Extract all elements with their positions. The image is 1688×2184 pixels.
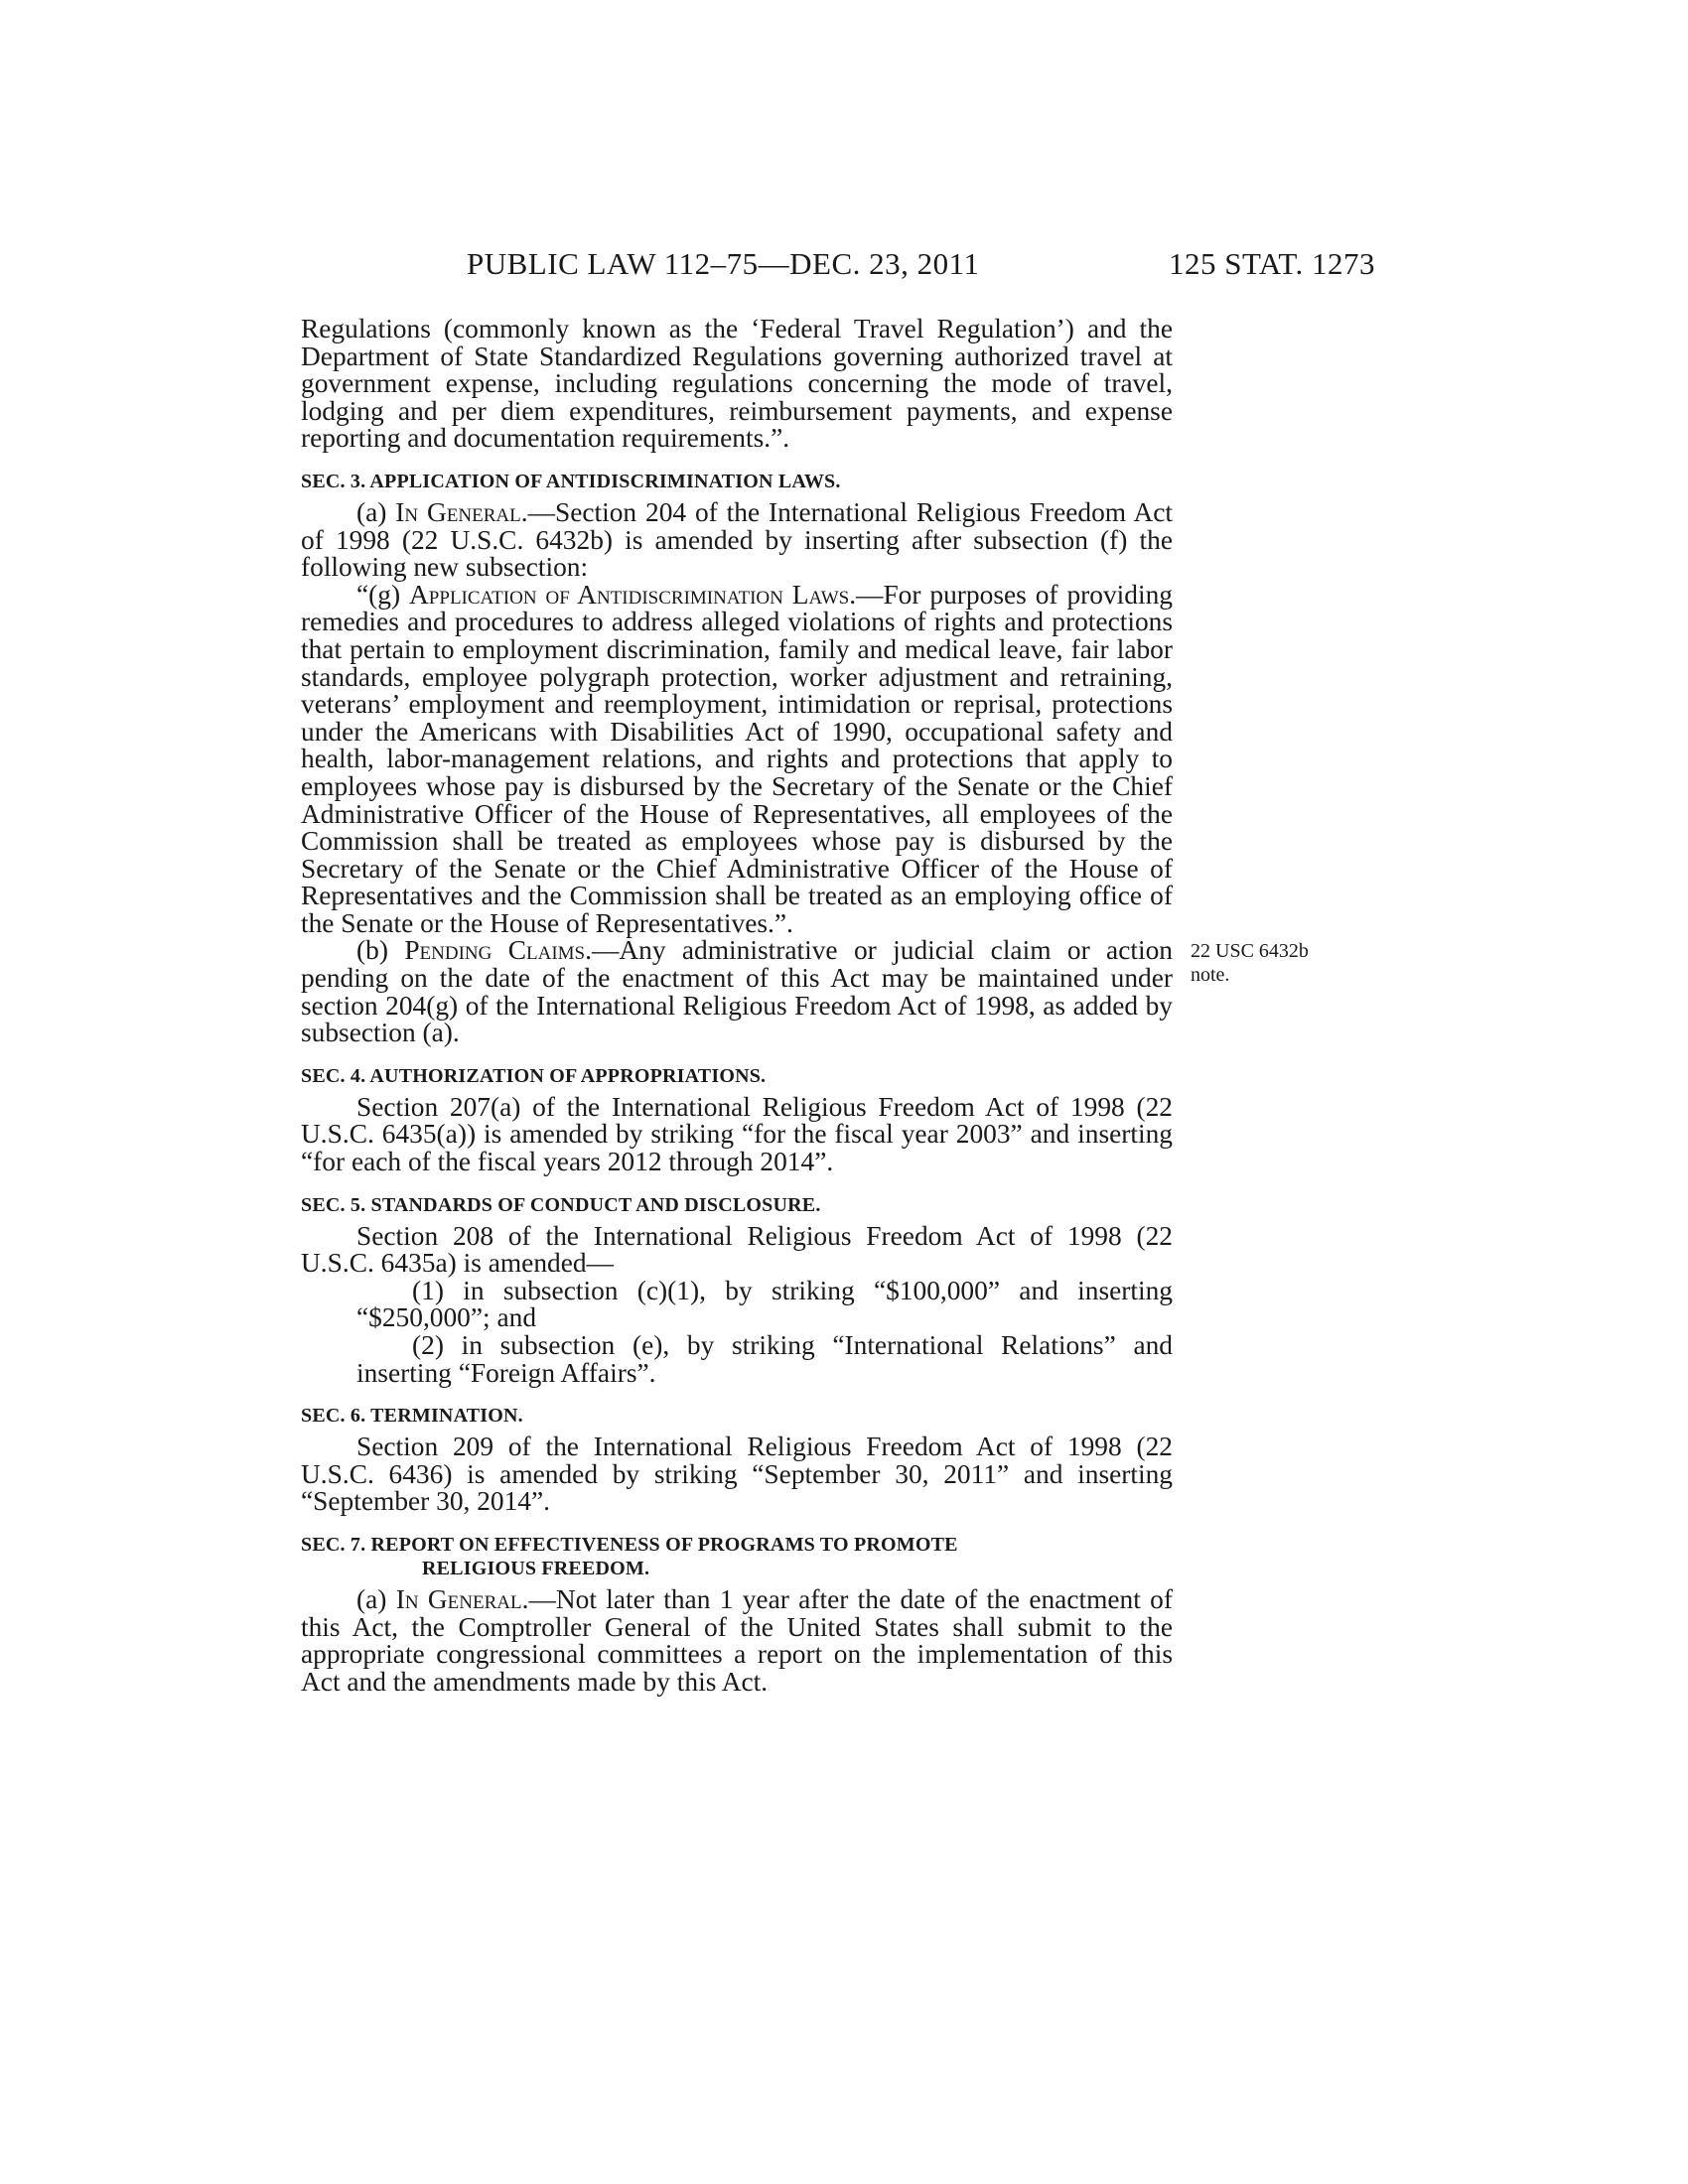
- sec7-heading-line2: RELIGIOUS FREEDOM.: [422, 1557, 650, 1579]
- body-text: [301, 316, 1173, 1696]
- sec3-a-caption: In General.: [395, 496, 528, 527]
- statute-page-number: 125 STAT. 1273: [1168, 246, 1375, 281]
- sec3-heading: SEC. 3. APPLICATION OF ANTIDISCRIMINATION LAWS.: [301, 470, 841, 492]
- sec7-a-text: —Not later than 1 year after the date of the enactment of this Act, the Comptroller General of the United States shall submit to the appropriate congressional committees a report on the implementation of this Act and the amendments made by this Act.: [301, 1583, 1173, 1697]
- sec3-subsection-b: [301, 937, 1173, 1046]
- sec3-subsection-a: [301, 496, 1173, 583]
- running-head: [467, 246, 1375, 286]
- sec7-heading-line1: SEC. 7. REPORT ON EFFECTIVENESS OF PROGRAMS TO PROMOTE: [301, 1533, 958, 1556]
- sec3-g-caption: Application of Antidiscrimination Laws.: [409, 579, 857, 610]
- sec3-subsection-g: [301, 579, 1173, 938]
- sec3-b-label: (b): [356, 935, 405, 966]
- sec3-b-caption: Pending Claims.: [404, 935, 592, 966]
- sec4-paragraph: Section 207(a) of the International Religious Freedom Act of 1998 (22 U.S.C. 6435(a)) is amended by striking “for the fiscal year 2003” and inserting “for each of the fiscal years 2012 through 2014”.: [301, 1091, 1173, 1177]
- sec7-a-label: (a): [356, 1583, 396, 1614]
- sec3-a-label: (a): [356, 496, 396, 527]
- public-law-title: PUBLIC LAW 112–75—DEC. 23, 2011: [467, 246, 980, 281]
- margin-note-line2: note.: [1191, 964, 1230, 987]
- sec5-item-2: (2) in subsection (e), by striking “International Relations” and inserting “Foreign Affairs”.: [356, 1330, 1173, 1388]
- sec3-b-text: —Any administrative or judicial claim or action pending on the date of the enactment of this Act may be maintained under section 204(g) of the International Religious Freedom Act of 1998, as added by subsection (a).: [301, 935, 1173, 1048]
- sec5-item-1: (1) in subsection (c)(1), by striking “$100,000” and inserting “$250,000”; and: [356, 1275, 1173, 1333]
- sec7-a-caption: In General.: [395, 1583, 529, 1614]
- sec5-paragraph: Section 208 of the International Religious Freedom Act of 1998 (22 U.S.C. 6435a) is amended—: [301, 1220, 1173, 1279]
- sec7-heading: [301, 1533, 1173, 1580]
- margin-note-line1: 22 USC 6432b: [1191, 940, 1309, 963]
- sec3-g-label: “(g): [356, 579, 410, 610]
- sec6-paragraph: Section 209 of the International Religious Freedom Act of 1998 (22 U.S.C. 6436) is amended by striking “September 30, 2011” and inserting “September 30, 2014”.: [301, 1432, 1173, 1517]
- sec5-heading: SEC. 5. STANDARDS OF CONDUCT AND DISCLOSURE.: [301, 1193, 821, 1216]
- sec7-subsection-a: [301, 1583, 1173, 1697]
- sec4-heading: SEC. 4. AUTHORIZATION OF APPROPRIATIONS.: [301, 1064, 767, 1087]
- margin-note-usc: [1191, 939, 1379, 987]
- sec3-a-text: —Section 204 of the International Religious Freedom Act of 1998 (22 U.S.C. 6432b) is amended by inserting after subsection (f) the following new subsection:: [301, 496, 1173, 583]
- continuation-paragraph: Regulations (commonly known as the ‘Federal Travel Regulation’) and the Department of State Standardized Regulations governing authorized travel at government expense, including regulations concerning the mode of travel, lodging and per diem expenditures, reimbursement payments, and expense reporting and documentation requirements.”.: [301, 314, 1173, 454]
- sec6-heading: SEC. 6. TERMINATION.: [301, 1405, 523, 1428]
- sec3-g-text: —For purposes of providing remedies and procedures to address alleged violations of rights and protections that pertain to employment discrimination, family and medical leave, fair labor standards, employee polygraph protection, worker adjustment and retraining, veterans’ employment and reemployment, intimidation or reprisal, protections under the Americans with Disabilities Act of 1990, occupational safety and health, labor-management relations, and rights and protections that apply to employees whose pay is disbursed by the Secretary of the Senate or the Chief Administrative Officer of the House of Representatives, all employees of the Commission shall be treated as employees whose pay is disbursed by the Secretary of the Senate or the Chief Administrative Officer of the House of Representatives and the Commission shall be treated as an employing office of the Senate or the House of Representatives.”.: [301, 579, 1173, 938]
